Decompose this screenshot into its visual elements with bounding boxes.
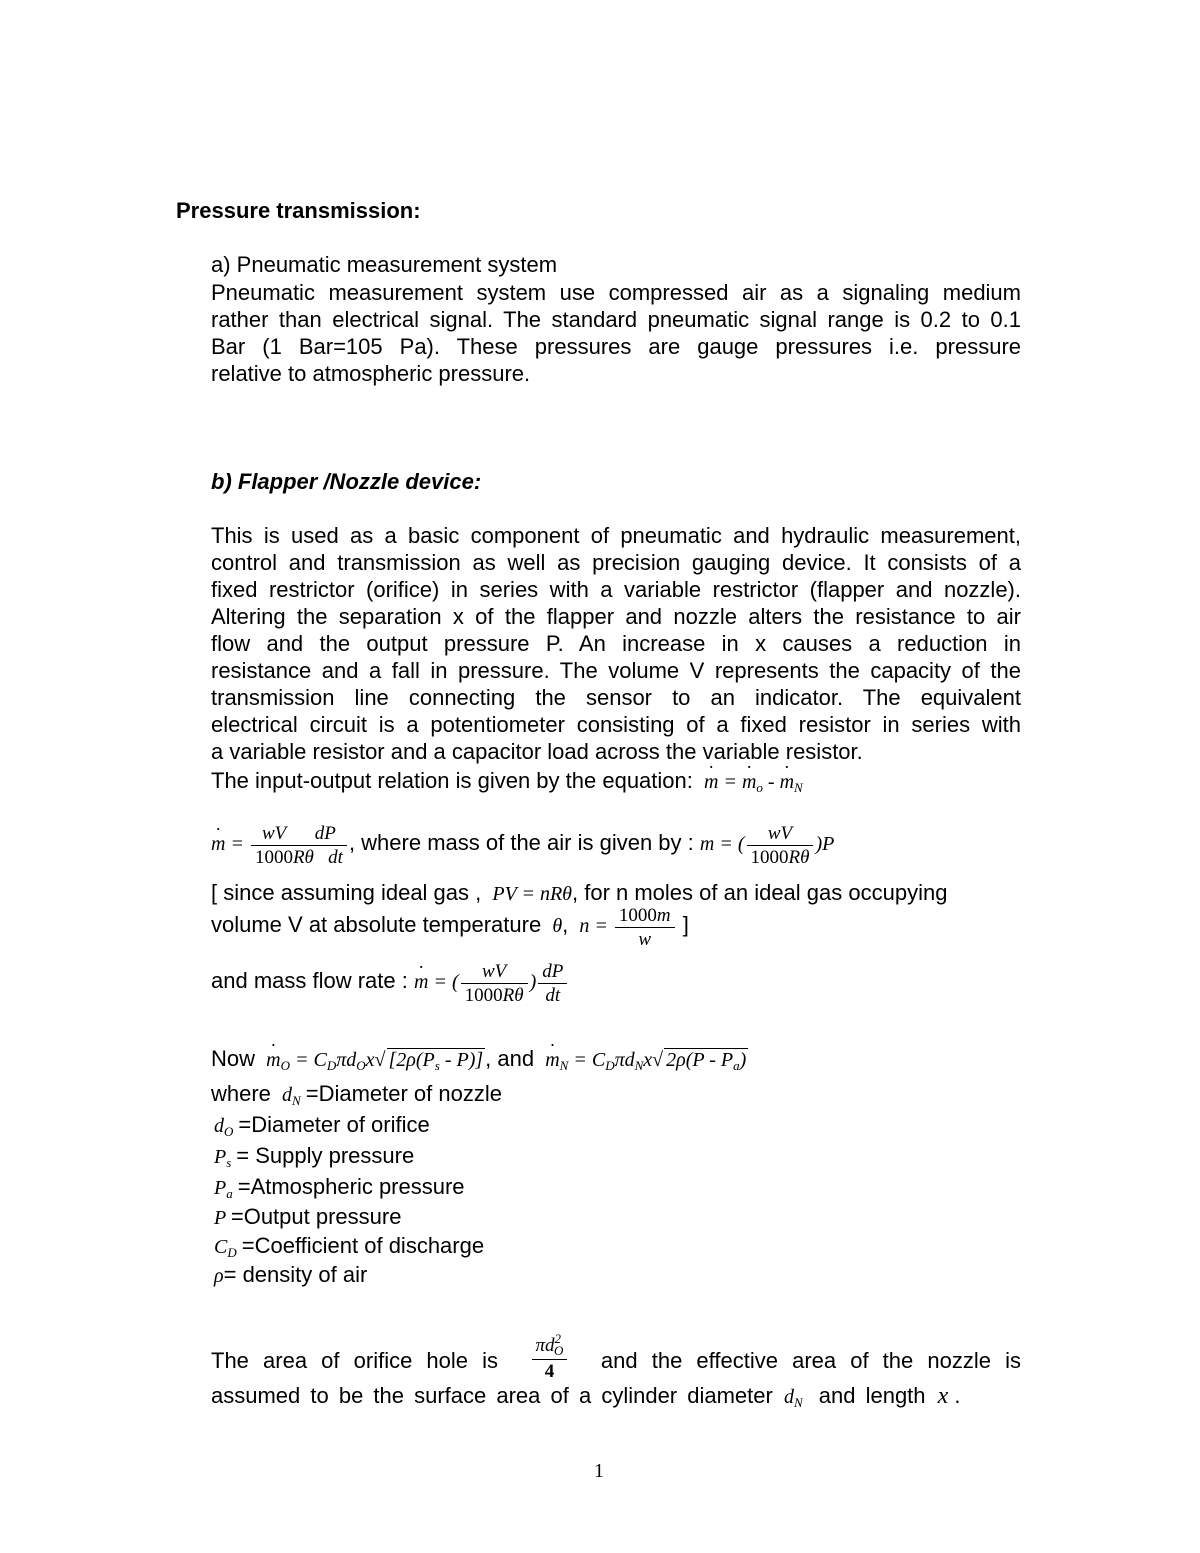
section-b-line: This is used as a basic component of pneumatic and hydraulic measurement, bbox=[211, 523, 1021, 548]
now-text: Now bbox=[211, 1046, 256, 1071]
definition-air-density: ρ= density of air bbox=[214, 1262, 368, 1287]
section-a-line: relative to atmospheric pressure. bbox=[211, 361, 531, 386]
definition-discharge-coefficient: $C_D$ =Coefficient of discharge bbox=[214, 1233, 485, 1260]
theta-symbol: θ bbox=[547, 915, 563, 938]
section-a-line: Bar (1 Bar=105 Pa). These pressures are gauge pressures i.e. pressure bbox=[211, 334, 1021, 359]
io-relation-line bbox=[211, 768, 803, 796]
symbol-Pa: $P_a$ bbox=[214, 1177, 233, 1201]
symbol-Ps: $P_s$ bbox=[214, 1146, 232, 1170]
io-relation-text: The input-output relation is given by the equation: bbox=[211, 768, 693, 793]
section-b-line: control and transmission as well as precision gauging device. It consists of a bbox=[211, 550, 1021, 575]
section-b-line: electrical circuit is a potentiometer consisting of a fixed resistor in series with bbox=[211, 712, 1021, 737]
area-text-1b: and the effective area of the nozzle is bbox=[600, 1347, 1021, 1373]
symbol-dN: $d_N$ bbox=[277, 1084, 301, 1108]
equation-orifice-flow: ˙ $m_O = C_D\pi d_Ox√$ $[2\rho(P_s - P)]$ bbox=[261, 1049, 485, 1071]
area-text-2a: assumed to be the surface area of a cylinder diameter bbox=[211, 1383, 773, 1408]
section-a-title: a) Pneumatic measurement system bbox=[211, 252, 558, 277]
where-text: where bbox=[211, 1081, 271, 1106]
now-line bbox=[211, 1046, 748, 1074]
symbol-dO: $d_O$ bbox=[214, 1115, 234, 1139]
equation-mass-rate: ˙ m = $\frac{\text{wV dP}}{\text{1000Rθ dt}}$ bbox=[211, 833, 349, 855]
section-b-line: transmission line connecting the sensor to an indicator. The equivalent bbox=[211, 685, 1021, 710]
ideal-gas-line bbox=[211, 880, 947, 906]
definition-atmospheric-pressure: $P_a$ =Atmospheric pressure bbox=[214, 1174, 465, 1201]
section-b-line: fixed restrictor (orifice) in series with a variable restrictor (flapper and nozzle). bbox=[211, 577, 1021, 602]
section-b-line: resistance and a fall in pressure. The volume V represents the capacity of the bbox=[211, 658, 1021, 683]
definition-supply-pressure: $P_s$ = Supply pressure bbox=[214, 1143, 415, 1170]
page-heading: Pressure transmission: bbox=[176, 198, 421, 223]
section-b-line: a variable resistor and a capacitor load across the variable resistor. bbox=[211, 739, 863, 764]
section-a-line: rather than electrical signal. The standard pneumatic signal range is 0.2 to 0.1 bbox=[211, 307, 1021, 332]
section-b-title: b) Flapper /Nozzle device: bbox=[211, 469, 482, 494]
volume-line bbox=[211, 906, 689, 949]
section-b-line: flow and the output pressure P. An increase in x causes a reduction in bbox=[211, 631, 1021, 656]
mass-flow-line bbox=[211, 962, 569, 1005]
definition-output-pressure: P =Output pressure bbox=[214, 1204, 402, 1229]
area-text-1a: The area of orifice hole is bbox=[211, 1347, 499, 1373]
area-line-2 bbox=[211, 1383, 960, 1411]
section-b-line: Altering the separation x of the flapper and nozzle alters the resistance to air bbox=[211, 604, 1021, 629]
symbol-dN-2: $d_N$ bbox=[778, 1386, 803, 1410]
equation-mass-flow: ˙ m = ( $\frac{wV}{1000R\theta}$ ) $\frac{dP}{dt}$ bbox=[414, 971, 569, 993]
equation-nozzle-flow: ˙ $m_N = C_D\pi d_Nx√$ $2\rho(P - P_a)$ bbox=[540, 1049, 748, 1071]
definition-nozzle-diameter: where $d_N$ =Diameter of nozzle bbox=[211, 1081, 502, 1108]
section-a-line: Pneumatic measurement system use compressed air as a signaling medium bbox=[211, 280, 1021, 305]
mass-rate-line bbox=[211, 824, 834, 867]
symbol-P: P bbox=[214, 1207, 231, 1229]
volume-text: volume V at absolute temperature bbox=[211, 912, 542, 938]
ideal-gas-text-2: , for n moles of an ideal gas occupying bbox=[572, 880, 948, 905]
symbol-x: x bbox=[931, 1383, 955, 1409]
and-text: , and bbox=[485, 1046, 535, 1071]
area-text-2b: and length bbox=[818, 1383, 926, 1408]
symbol-CD: $C_D$ bbox=[214, 1236, 237, 1260]
equation-ideal-gas: PV = nRθ bbox=[487, 883, 572, 905]
equation-orifice-area: $\frac{\pi d^2_O}{4}$ bbox=[530, 1332, 570, 1381]
area-line-1 bbox=[211, 1331, 1021, 1385]
equation-mass-balance: ˙ m = ˙ $m_o$ - ˙ $m_N$ bbox=[699, 771, 803, 793]
bracket-close: ] bbox=[682, 912, 689, 938]
equation-moles: n = $\frac{1000m}{w}$ bbox=[574, 915, 676, 937]
comma: , bbox=[562, 912, 569, 938]
definition-orifice-diameter: $d_O$ =Diameter of orifice bbox=[214, 1112, 430, 1139]
ideal-gas-text-1: [ since assuming ideal gas , bbox=[211, 880, 482, 905]
mass-text: , where mass of the air is given by : bbox=[348, 830, 694, 856]
page-number: 1 bbox=[594, 1460, 604, 1482]
period: . bbox=[954, 1383, 961, 1408]
symbol-rho: ρ bbox=[214, 1265, 224, 1287]
equation-mass: m = ( $\frac{wV}{1000R\theta}$ )P bbox=[699, 823, 835, 868]
mass-flow-text: and mass flow rate : bbox=[211, 968, 408, 994]
